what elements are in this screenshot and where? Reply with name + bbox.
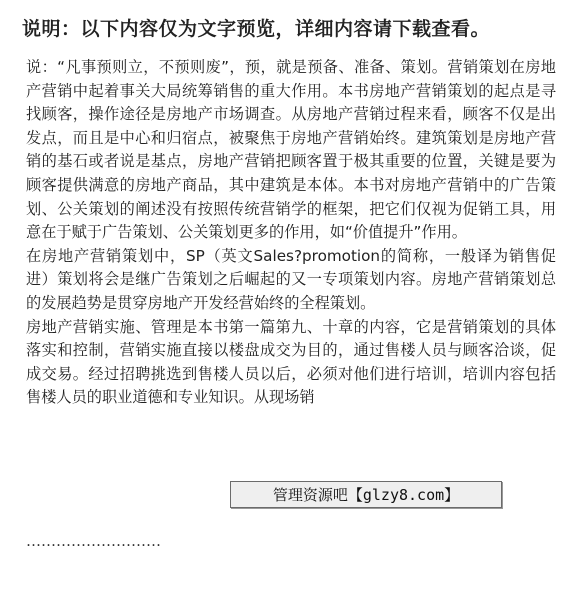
truncation-ellipsis: ……………………… <box>26 532 161 550</box>
paragraph: 房地产营销实施、管理是本书第一篇第九、十章的内容，它是营销策划的具体落实和控制，营销实施直接以楼盘成交为目的，通过售楼人员与顾客洽谈，促成交易。经过招聘挑选到售楼人员以后，必须对他们进行培训，培训内容包括售楼人员的职业道德和专业知识。从现场销 <box>26 317 556 407</box>
watermark-link[interactable]: 管理资源吧【glzy8.com】 <box>230 481 502 508</box>
document-preview-text <box>26 56 556 410</box>
paragraph: 在房地产营销策划中，SP（英文Sales?promotion的简称，一般译为销售促进）策划将会是继广告策划之后崛起的又一专项策划内容。房地产营销策划总的发展趋势是贯穿房地产开发经营始终的全程策划。 <box>26 246 556 312</box>
paragraph: 说：“凡事预则立，不预则废”，预，就是预备、准备、策划。营销策划在房地产营销中起着事关大局统筹销售的重大作用。本书房地产营销策划的起点是寻找顾客，操作途径是房地产市场调查。从房地产营销过程来看，顾客不仅是出发点，而且是中心和归宿点，被聚焦于房地产营销始终。建筑策划是房地产营销的基石或者说是基点，房地产营销把顾客置于极其重要的位置，关键是要为顾客提供满意的房地产商品，其中建筑是本体。本书对房地产营销中的广告策划、公关策划的阐述没有按照传统营销学的框架，把它们仅视为促销工具，用意在于赋于广告策划、公关策划更多的作用，如“价值提升”作用。 <box>26 58 556 242</box>
preview-notice: 说明：以下内容仅为文字预览，详细内容请下载查看。 <box>22 18 491 40</box>
